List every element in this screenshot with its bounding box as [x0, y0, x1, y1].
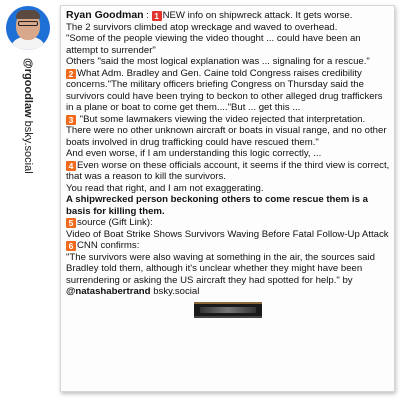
avatar-glasses	[18, 21, 38, 26]
post-line-1	[66, 9, 390, 22]
post-card	[60, 5, 395, 392]
avatar-hair	[16, 10, 40, 19]
post-line-5	[66, 68, 390, 114]
mention-link[interactable]: @natashabertrand	[66, 286, 151, 298]
number-3-icon: 3	[66, 115, 76, 125]
number-5-icon: 5	[66, 218, 76, 228]
post-line-11	[66, 217, 390, 229]
avatar[interactable]	[6, 6, 50, 50]
post-text-6: "But some lawmakers viewing the video rejected that interpretation. There were no other unknown aircraft or boats in visual range, and no other boats involved in drug trafficking could have rescued them."	[66, 113, 387, 148]
post-line-8	[66, 160, 390, 183]
handle-at: @rgoodlaw	[22, 58, 34, 118]
author-separator: :	[143, 10, 152, 21]
post-text-14: "The survivors were also waving at something in the air, the sources said Bradley told them, although it's unclear whether they might have been surrendering or asking the US aircraft they had spotted for help." by	[66, 251, 375, 286]
post-text-9: You read that right, and I am not exaggerating.	[66, 182, 264, 194]
post-line-13	[66, 240, 390, 252]
post-text-13: CNN confirms:	[77, 240, 140, 252]
post-text-11: source (Gift Link):	[77, 217, 153, 229]
post-text-7: And even worse, if I am understanding this logic correctly, ...	[66, 148, 322, 160]
profile-handle[interactable]	[22, 58, 34, 174]
number-1-icon: 1	[152, 11, 162, 21]
post-author[interactable]: Ryan Goodman	[66, 9, 144, 21]
number-6-icon: 6	[66, 241, 76, 251]
handle-domain: bsky.social	[22, 117, 34, 174]
post-text-4: Others "said the most logical explanation was ... signaling for a rescue."	[66, 56, 370, 68]
number-4-icon: 4	[66, 161, 76, 171]
post-line-6	[66, 114, 390, 149]
number-2-icon: 2	[66, 69, 76, 79]
video-thumbnail[interactable]	[194, 302, 262, 318]
mention-domain: bsky.social	[150, 286, 200, 298]
post-text-5: What Adm. Bradley and Gen. Caine told Congress raises credibility concerns."The military officers briefing Congress on Thursday said the survivors could have been trying to beckon to other alleged drug traffickers in a plane or boat to come get them...."But ... get this ...	[66, 67, 383, 114]
post-text-8: Even worse on these officials account, it seems if the third view is correct, that was a reason to kill the survivors.	[66, 159, 390, 183]
post-line-14	[66, 252, 390, 298]
post-text-3: "Some of the people viewing the video thought ... could have been an attempt to surrender"	[66, 33, 361, 56]
source-link[interactable]: Video of Boat Strike Shows Survivors Waving Before Fatal Follow-Up Attack	[66, 228, 389, 240]
post-text-2: The 2 survivors climbed atop wreckage and waved to overhead.	[66, 21, 338, 33]
post-text-10: A shipwrecked person beckoning others to come rescue them is a basis for killing them.	[66, 194, 368, 217]
post-text-1: NEW info on shipwreck attack. It gets worse.	[162, 10, 353, 21]
